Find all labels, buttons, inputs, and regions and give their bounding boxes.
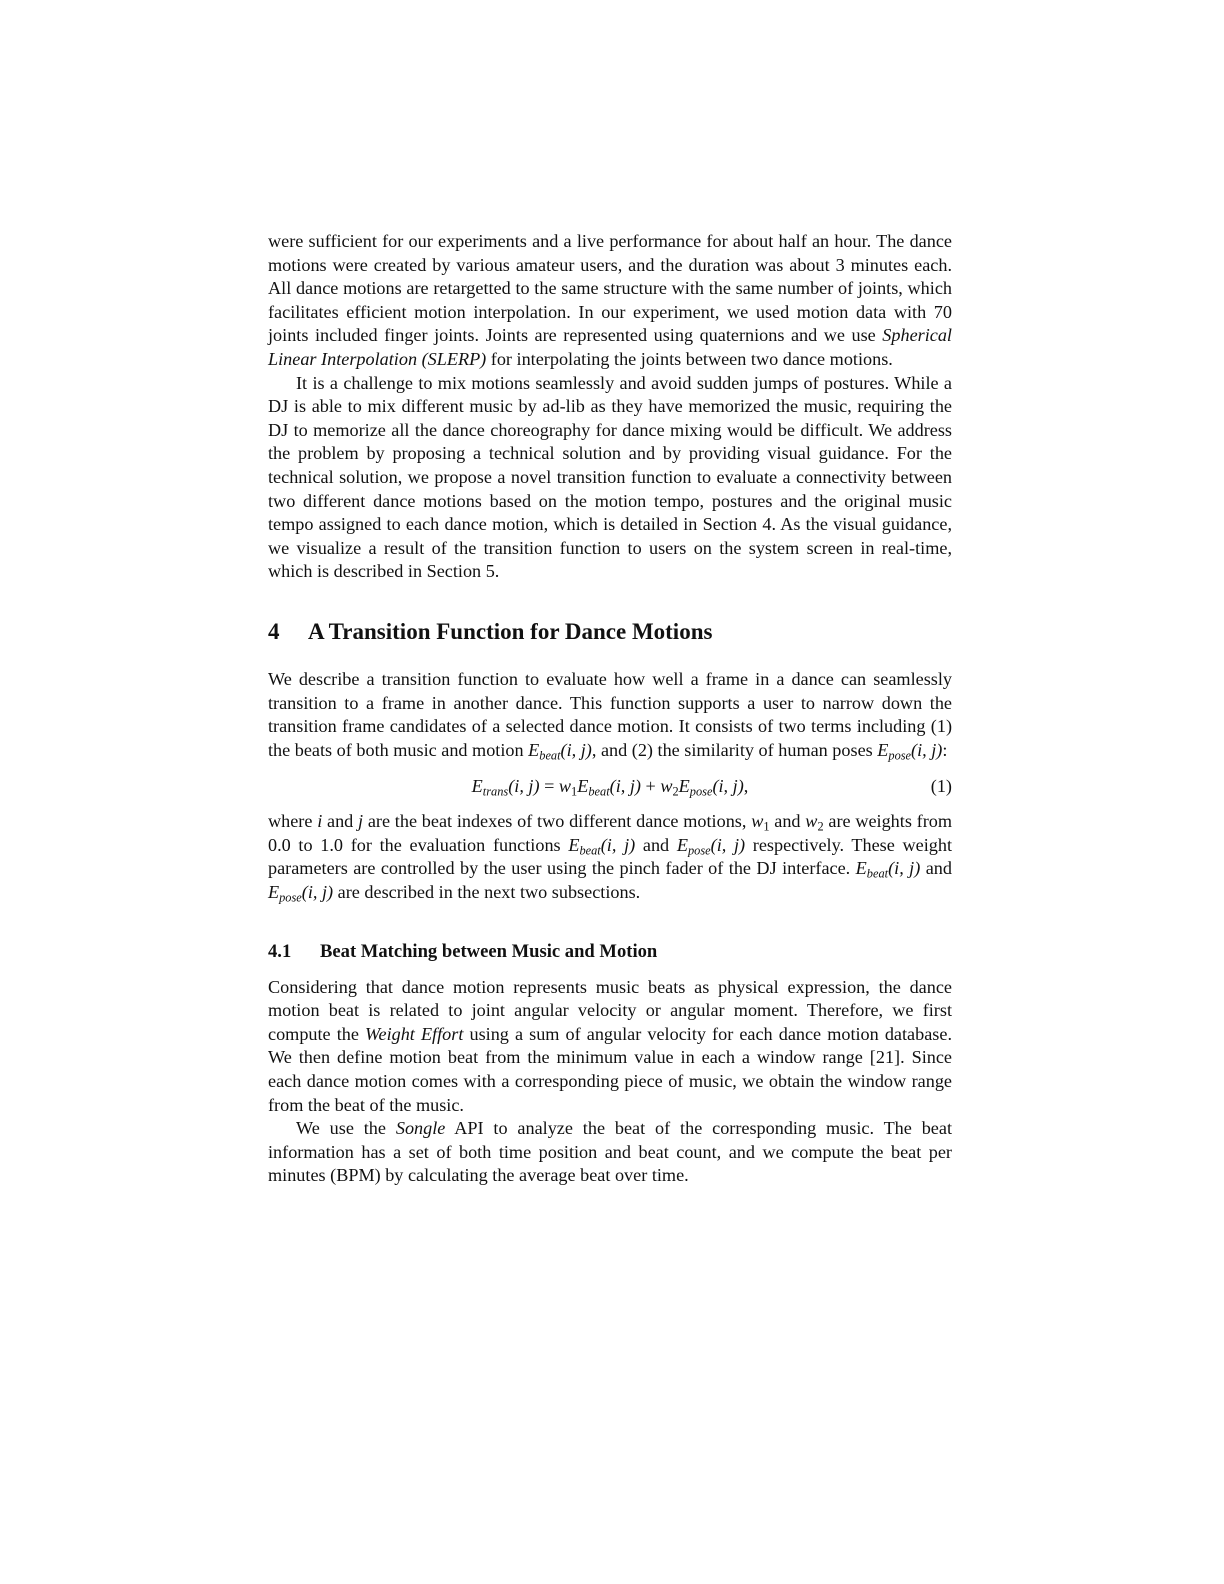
math-e-beat: $E_{beat}(i$, j) — [528, 739, 592, 763]
equation-number: (1) — [930, 776, 952, 797]
section-number: 4 — [268, 618, 280, 644]
paragraph-motion-data: were sufficient for our experiments and a live performance for about half an hour. The dance motions were created by various amateur users, and the duration was about 3 minutes each. All dance motions are retargetted to the same structure with the same number of joints, which facilitates efficient motion interpolation. In our experiment, we used motion data with 70 joints included finger joints. Joints are represented using quaternions and we use Spherical Linear Interpolation (SLERP) for interpolating the joints between two dance motions. — [268, 231, 952, 369]
math-e-pose: $E_{pose}(i$, j) — [268, 882, 334, 905]
math-e-pose: $E_{pose}(i$, j) — [676, 834, 746, 858]
paragraph-beat-definition: Considering that dance motion represents music beats as physical expression, the dance motion beat is related to joint angular velocity or angular moment. Therefore, we first compute the Weight Effort using a sum of angular velocity for each dance motion database. We then define motion beat from the minimum value in each a window range [21]. Since each dance motion comes with a corresponding piece of music, we obtain the window range from the beat of the music. — [268, 976, 952, 1115]
term-weight-effort: Weight Effort — [365, 1023, 464, 1044]
section-title: A Transition Function for Dance Motions — [308, 618, 713, 644]
paragraph-mixing-challenge: It is a challenge to mix motions seamlessly and avoid sudden jumps of postures. While a DJ is able to mix different music by ad-lib as they have memorized the music, requiring the DJ to memorize all the dance choreography for dance mixing would be difficult. We address the problem by proposing a technical solution and by providing visual guidance. For the technical solution, we propose a novel transition function to evaluate a connectivity between two different dance motions based on the motion tempo, postures and the original music tempo assigned to each dance motion, which is detailed in Section 4. As the visual guidance, we visualize a result of the transition function to users on the system screen in real-time, which is described in Section 5. — [268, 372, 952, 582]
term-songle: Songle — [395, 1118, 446, 1139]
math-w2: $w_2$ — [805, 811, 824, 834]
paragraph-songle-api: We use the Songle API to analyze the beat of the corresponding music. The beat information has a set of both time position and beat count, and we compute the beat per minutes (BPM) by calculating the average beat over time. — [268, 1118, 952, 1186]
math-e-beat: $E_{beat}(i$, j) — [855, 858, 921, 882]
term-slerp: Spherical Linear Interpolation (SLERP) — [268, 325, 952, 369]
subsection-heading-4-1 — [268, 940, 952, 964]
subsection-title: Beat Matching between Music and Motion — [320, 940, 658, 962]
subsection-number: 4.1 — [268, 940, 292, 962]
paragraph-transition-intro: We describe a transition function to evaluate how well a frame in a dance can seamlessly transition to a frame in another dance. This function supports a user to narrow down the transition frame candidates of a selected dance motion. It consists of two terms including (1) the beats of both music and motion $E_{beat}(i$, j), and (2) the similarity of human poses $E_{pose}(i$, j): — [268, 668, 952, 763]
paragraph-equation-explanation: where i and j are the beat indexes of two different dance motions, $w_1$ and $w_2$ are weights from 0.0 to 1.0 for the evaluation functions $E_{beat}(i$, j) and $E_{pose}(i$, j) respectively. These weight parameters are controlled by the user using the pinch fader of the DJ interface. $E_{beat}(i$, j) and $E_{pose}(i$, j) are described in the next two subsections. — [268, 811, 953, 905]
math-e-pose: $E_{pose}(i$, j) — [877, 739, 943, 763]
math-e-beat: $E_{beat}(i$, j) — [568, 834, 636, 858]
equation-body: $E_{trans}(i$, $j) = w_1E_{beat}(i$, $j) + w_2E_{pose}(i$, j), — [471, 776, 749, 799]
equation-1 — [268, 775, 952, 799]
section-heading-4 — [268, 618, 952, 646]
text-column — [268, 230, 952, 1188]
math-w1: $w_1$ — [751, 811, 770, 834]
